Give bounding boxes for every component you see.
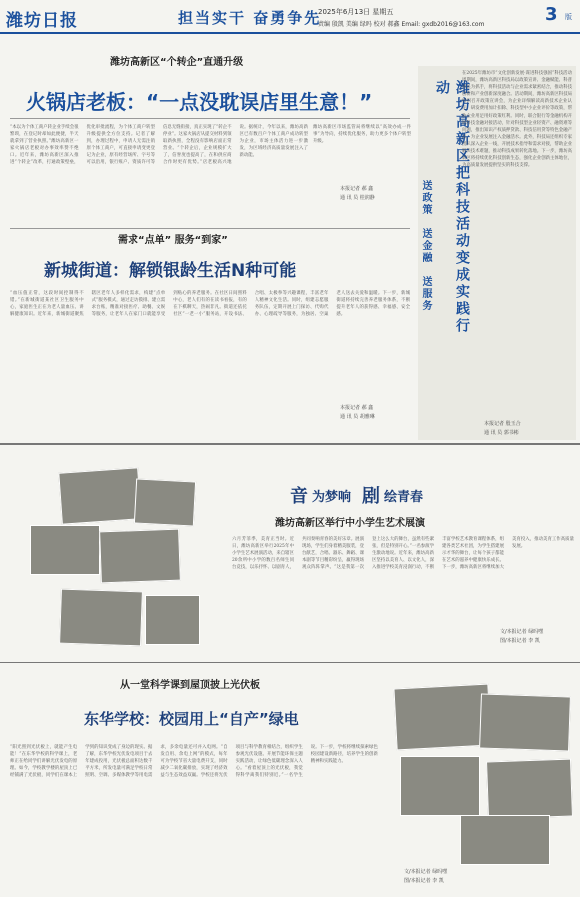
- article4-body: “阳光照到光伏板上，就能产生电能！”在东华学校的科学课上，老师正在给同学们讲解光伏发电的原理。如今，学校教学楼的屋顶上已经铺满了光伏板，同学们在课本上学到的知识变成了身边的现实。据了解，东华学校光伏发电项目于去年建成投用，光伏板总面积达数千平方米，所发电量可满足学校日常照明、空调、多媒体教学等用电需求，多余电量还可并入电网。“自发自用、余电上网”的模式，每年可为学校节省大量电费开支，同时减少二氧化碳排放，实现了经济效益与生态效益双赢。学校还将光伏项目与科学教育相结合，组织学生参观光伏设施、开展节能环保主题实践活动，让绿色低碳理念深入人心。“看着屋顶上的光伏板，我觉得科学离我们特别近。”一名学生说。下一步，学校将继续探索绿色校园建设新路径，培养学生的创新精神和实践能力。: [10, 745, 378, 779]
- article2-headline: 新城街道：解锁银龄生活N种可能: [44, 261, 297, 281]
- article1-headline: 火锅店老板：“一点没耽误店里生意！”: [26, 90, 373, 114]
- performance-photo: [99, 529, 181, 584]
- article2-credit-reporter: 本报记者 郝 鑫: [340, 405, 374, 411]
- article3-body: 六月芳菲季，美育正当时。近日，潍坊高新区举行2025年中小学生艺术展演活动，来自辖区20余所中小学的数百名师生同台竞技，以乐抒怀、以剧育人，共同奏响青春的美好乐章。展演现场，学生们身着精美服装，登台献艺，合唱、器乐、舞蹈、课本剧等节目精彩纷呈，赢得现场观众阵阵掌声。“这是我第一次登上这么大的舞台，虽然有些紧张，但是特别开心。”一名参演学生激动地说。近年来，潍坊高新区坚持以美育人、以文化人，深入推进学校美育浸润行动，不断丰富学校艺术教育课程体系，组建各类艺术社团，为学生搭建展示才华的舞台，让每个孩子都能在艺术的滋养中健康快乐成长。下一步，潍坊高新区将继续加大美育投入，推动美育工作高质量发展。: [232, 537, 574, 571]
- article3-title-char-2: 剧: [362, 486, 380, 507]
- dateline: 2025年6月13日 星期五: [318, 8, 394, 16]
- article4-headline: 东华学校：校园用上“自产”绿电: [84, 710, 299, 728]
- article4-kicker: 从一堂科学课到屋顶披上光伏板: [120, 680, 260, 691]
- sidebar-subtitle-finance: 送金融: [420, 228, 431, 264]
- solar-panel-photo: [479, 693, 571, 751]
- editor-credits: 责编 殷凯 美编 绿吗 校对 郝鑫 Email: gxdb2016@163.com: [318, 21, 485, 28]
- performance-photo: [58, 467, 141, 524]
- article3-title-char-1: 音: [290, 486, 308, 507]
- sidebar-credit-correspondent: 通 讯 员 郭书彬: [484, 430, 519, 436]
- sidebar-subtitle-service: 送服务: [420, 276, 431, 312]
- sidebar-credit-reporter: 本报记者 殷玉合: [484, 421, 521, 427]
- page-number-suffix: 版: [565, 13, 572, 21]
- article4-credit-writer: 文/本报记者 绿吗嘿: [404, 869, 448, 875]
- article2-credit-correspondent: 通 讯 员 胡雅琳: [340, 414, 375, 420]
- sidebar-subtitle-policy: 送政策: [420, 180, 431, 216]
- classroom-photo: [486, 759, 573, 820]
- article3-title-part-1: 为梦响: [312, 490, 352, 505]
- article4-credit-photographer: 图/本报记者 李 凯: [404, 878, 444, 884]
- article3-credit-photographer: 图/本报记者 李 凯: [500, 638, 540, 644]
- article3-title-part-2: 绘青春: [384, 490, 424, 505]
- performance-photo: [134, 478, 196, 526]
- article2-kicker: 需求“点单” 服务“到家”: [118, 235, 228, 246]
- article1-kicker: 潍坊高新区“个转企”直通升级: [110, 57, 244, 68]
- solar-panel-photo: [393, 684, 491, 751]
- article3-subtitle: 潍坊高新区举行中小学生艺术展演: [275, 518, 425, 529]
- page-number: 3: [545, 4, 558, 25]
- article1-body-tail: 潍坊高新区市场监管局将继续以“高效办成一件事”为导向，持续优化服务，助力更多个体户转型升级。: [313, 125, 411, 145]
- article1-body: “本以为个体工商户转企业手续会很繁琐，在登记时却如此便捷，半天就拿到了营业执照。”潍坊高新区一家火锅店老板对办事效率赞不绝口。近年来，潍坊高新区深入推进“个转企”改革，打通政策壁垒，优化审批流程，为个体工商户转型升级提供全方位支持。记者了解到，办理过程中，申请人无需注销原个体工商户，可直接申请变更登记为企业，原有经营场所、字号等可以沿用，银行账户、资质许可等信息无缝衔接，真正实现了“转企不停业”。这家火锅店从提交材料到领取新执照，全程没有影响店面正常营业。“个转企后，企业规模扩大了，信誉度也提高了，在和供应商合作时更有优势。”店老板高兴地说。据统计，今年以来，潍坊高新区已有数百户个体工商户成功转型为企业，市场主体活力进一步激发，为区域经济高质量发展注入了新动能。: [10, 125, 308, 166]
- divider: [10, 228, 410, 229]
- article1-credit-reporter: 本报记者 郝 鑫: [340, 186, 374, 192]
- divider: [10, 118, 410, 119]
- article1-credit-correspondent: 通 讯 员 桂润静: [340, 195, 375, 201]
- sidebar-body: 在2025年潍坊市“文化创新发展·谋进科技强国”科技活动周期间，潍坊高新区科技局以政策宣讲、金融赋能、科普惠民为抓手，将科技活动与企业需求紧密结合，推动科技创新和产业创新深度融合。活动期间，潍坊高新区科技局组织召开政策宣讲会，为企业详细解读高新技术企业认定、研发费用加计扣除、科技型中小企业评价等政策，帮助企业用足用好政策红利。同时，联合银行等金融机构开展科技金融对接活动，针对科技型企业轻资产、融资难等问题，推出知识产权质押贷款、科技信用贷等特色金融产品，为企业发展注入金融活水。此外，科技局还组织专家团队深入企业一线，开展技术指导和需求对接，帮助企业解决技术难题，推动科技成果转化落地。下一步，潍坊高新区将持续优化科技创新生态，强化企业创新主体地位，为高质量发展提供坚实的科技支撑。: [462, 71, 572, 169]
- performance-photo: [59, 589, 143, 647]
- classroom-photo: [400, 756, 480, 816]
- page-slogan: 担当实干 奋勇争先: [178, 9, 322, 27]
- article2-body: “血压值正常，这段时间控制得不错。”在新城街道某社区卫生服务中心，家庭医生正在为老人量血压、讲解健康知识。近年来，新城街道聚焦辖区老年人多样化需求，构建“点单式”服务模式，通过走访摸排、建立需求台账，精准对接医疗、助餐、文娱等服务，让老年人在家门口就能享受到贴心的养老服务。在社区日间照料中心，老人们有的在读书看报，有的在下棋聊天，热闹非凡。街道还依托社区“一老一小”服务站，开设书法、合唱、太极拳等兴趣课程，丰富老年人精神文化生活。同时，组建志愿服务队伍，定期开展上门探访、代购代办、心理疏导等服务，为独居、空巢老人送去关爱和温暖。下一步，新城街道将持续完善养老服务体系，不断提升老年人的获得感、幸福感、安全感。: [10, 291, 410, 318]
- performance-photo: [30, 525, 100, 575]
- sidebar-title: 潍坊高新区把科技活动变成实践行动: [434, 80, 470, 335]
- performance-photo: [145, 595, 200, 645]
- article3-credit-writer: 文/本报记者 绿吗嘿: [500, 629, 544, 635]
- newspaper-logo: 潍坊日报: [6, 11, 78, 31]
- student-photo: [460, 815, 550, 865]
